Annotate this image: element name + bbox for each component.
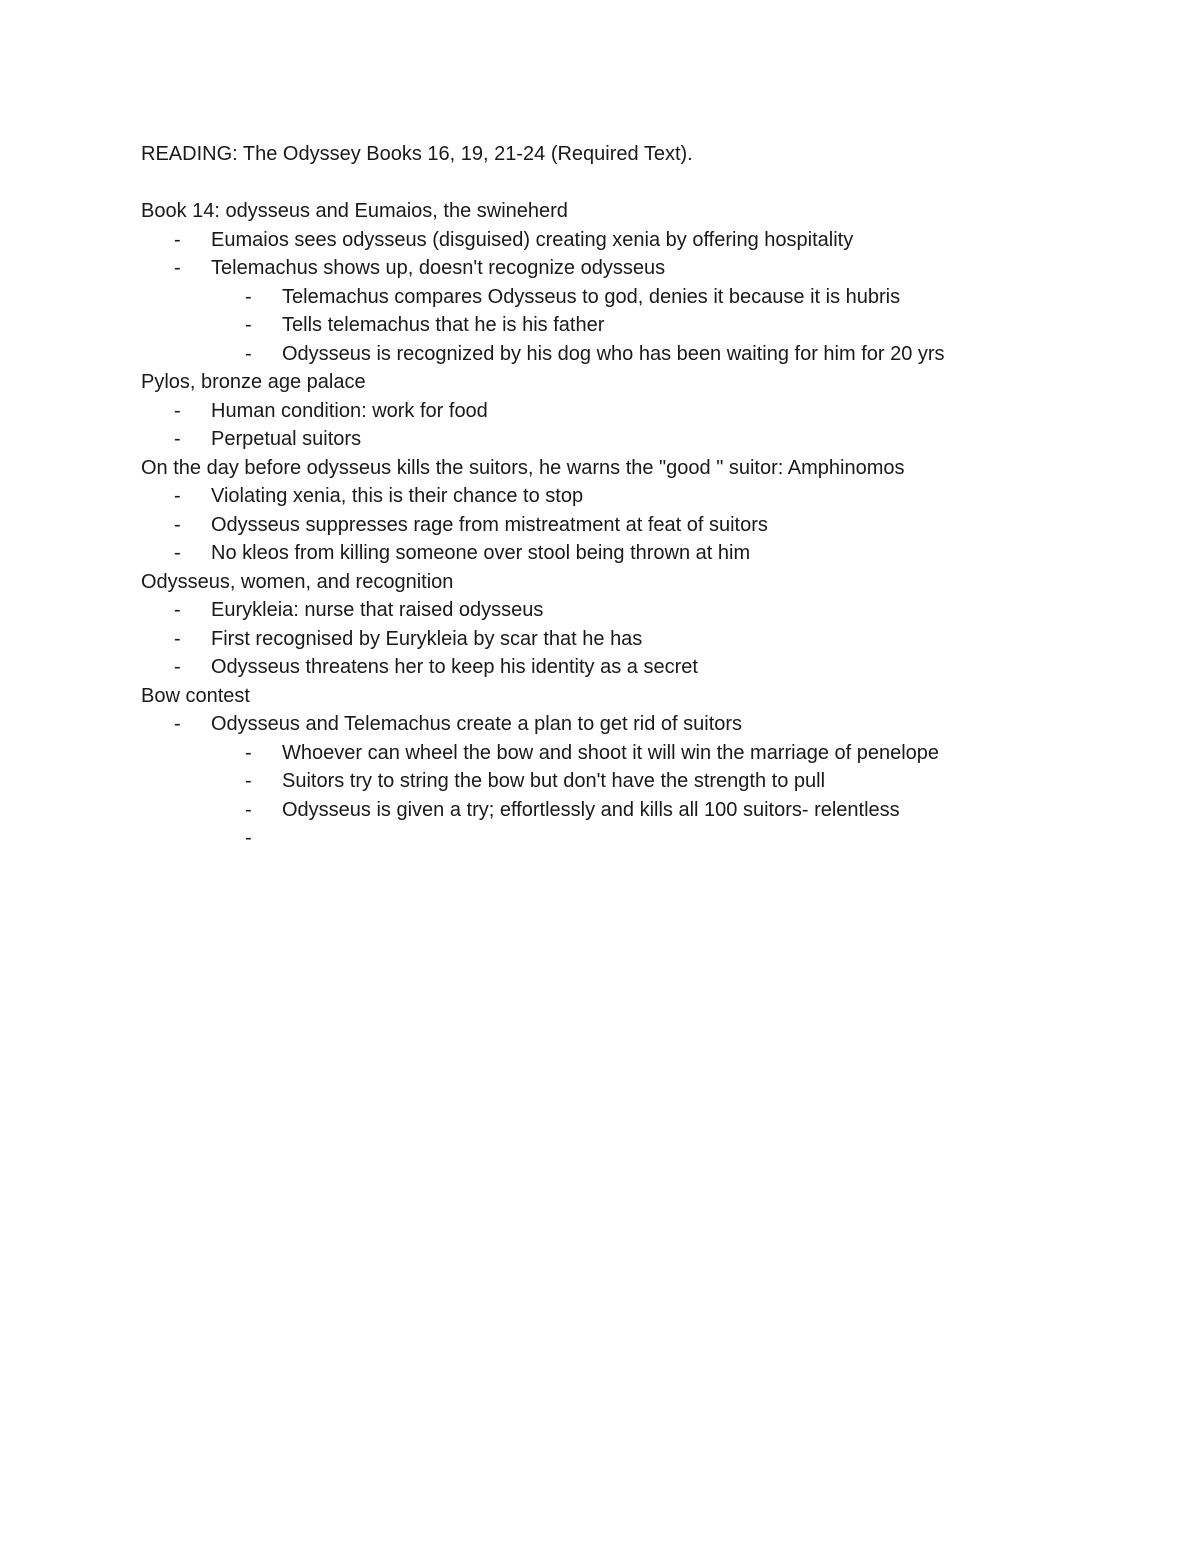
sub-bullet-item <box>141 824 1141 853</box>
bullet-dash: - <box>245 285 252 308</box>
bullet-text: Odysseus is recognized by his dog who has been waiting for him for 20 yrs <box>282 342 945 365</box>
bullet-dash: - <box>174 513 181 536</box>
bullet-dash: - <box>245 798 252 821</box>
bullet-dash: - <box>174 399 181 422</box>
bullet-dash: - <box>174 428 181 450</box>
bullet-text: Eumaios sees odysseus (disguised) creating xenia by offering hospitality <box>211 228 854 251</box>
section-heading: Bow contest <box>141 684 250 707</box>
bullet-text: Telemachus shows up, doesn't recognize odysseus <box>211 257 666 279</box>
bullet-text: Eurykleia: nurse that raised odysseus <box>211 599 544 621</box>
section-heading: On the day before odysseus kills the suitors, he warns the "good " suitor: Amphinomos <box>141 456 905 479</box>
bullet-item <box>141 625 1141 654</box>
sub-bullet-item <box>141 283 1141 312</box>
bullet-text: Human condition: work for food <box>211 399 488 422</box>
sub-bullet-item <box>141 767 1141 796</box>
section-heading: Book 14: odysseus and Eumaios, the swineherd <box>141 200 568 222</box>
section-heading: Pylos, bronze age palace <box>141 371 366 393</box>
bullet-dash: - <box>245 741 252 764</box>
sub-bullet-item <box>141 340 1141 369</box>
bullet-dash: - <box>174 257 181 279</box>
blank-line <box>141 169 1141 198</box>
notes-body <box>141 140 1141 853</box>
bullet-dash: - <box>245 314 252 336</box>
bullet-item <box>141 254 1141 283</box>
bullet-item <box>141 397 1141 426</box>
bullet-item <box>141 226 1141 255</box>
bullet-text: No kleos from killing someone over stool being thrown at him <box>211 542 751 564</box>
bullet-dash: - <box>174 599 181 621</box>
bullet-dash: - <box>174 542 181 564</box>
bullet-text: Telemachus compares Odysseus to god, denies it because it is hubris <box>282 285 901 308</box>
bullet-item <box>141 653 1141 682</box>
bullet-text: Violating xenia, this is their chance to stop <box>211 485 584 507</box>
bullet-text: Odysseus threatens her to keep his identity as a secret <box>211 656 698 678</box>
bullet-text: First recognised by Eurykleia by scar that he has <box>211 627 643 650</box>
bullet-text: Whoever can wheel the bow and shoot it will win the marriage of penelope <box>282 741 940 764</box>
reading-line: READING: The Odyssey Books 16, 19, 21-24 (Required Text). <box>141 143 693 165</box>
bullet-text: Odysseus and Telemachus create a plan to get rid of suitors <box>211 713 743 735</box>
bullet-item <box>141 596 1141 625</box>
bullet-dash: - <box>245 827 252 849</box>
bullet-dash: - <box>245 342 252 365</box>
bullet-dash: - <box>174 228 181 251</box>
bullet-text: Tells telemachus that he is his father <box>282 314 605 336</box>
bullet-text: Suitors try to string the bow but don't have the strength to pull <box>282 770 826 792</box>
bullet-item <box>141 511 1141 540</box>
sub-bullet-item <box>141 311 1141 340</box>
bullet-item <box>141 539 1141 568</box>
section-heading: Odysseus, women, and recognition <box>141 570 454 593</box>
sub-bullet-item <box>141 796 1141 825</box>
bullet-text: Perpetual suitors <box>211 428 362 450</box>
bullet-dash: - <box>245 770 252 792</box>
sub-bullet-item <box>141 739 1141 768</box>
bullet-item <box>141 710 1141 739</box>
bullet-item <box>141 425 1141 454</box>
bullet-item <box>141 482 1141 511</box>
bullet-dash: - <box>174 485 181 507</box>
bullet-text: Odysseus is given a try; effortlessly and kills all 100 suitors- relentless <box>282 798 900 821</box>
bullet-dash: - <box>174 713 181 735</box>
bullet-dash: - <box>174 656 181 678</box>
bullet-dash: - <box>174 627 181 650</box>
bullet-text: Odysseus suppresses rage from mistreatment at feat of suitors <box>211 513 768 536</box>
